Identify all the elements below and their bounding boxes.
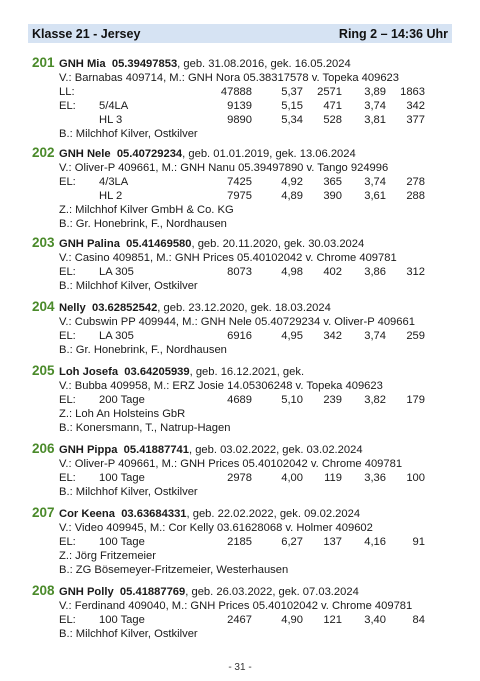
perf-value: 5,37 [281,86,303,98]
registration-number: 05.40729234 [116,148,183,160]
perf-period: LA 305 [99,330,134,342]
perf-period: 100 Tage [99,614,145,626]
entry-headline [32,442,459,457]
animal-name: GNH Palina [59,238,120,250]
perf-value: 7975 [227,190,252,202]
pedigree-line: V.: Ferdinand 409040, M.: GNH Prices 05.40102042 v. Chrome 409781 [59,600,413,612]
birth-calving-info: , geb. 16.12.2021, gek. [189,366,305,378]
perf-value: 137 [323,536,342,548]
perf-type: EL: [59,614,76,626]
birth-calving-info: , geb. 26.03.2022, gek. 07.03.2024 [185,586,359,598]
perf-value: 239 [323,394,342,406]
breeder-owner-line: B.: Milchhof Kilver, Ostkilver [59,128,198,140]
perf-value: 3,74 [364,100,386,112]
registration-number: 05.41887769 [119,586,186,598]
birth-calving-info: , geb. 22.02.2022, gek. 09.02.2024 [186,508,361,520]
perf-value: 4,89 [281,190,303,202]
registration-number: 05.41887741 [123,444,189,456]
catalog-number: 206 [32,441,55,456]
animal-entry [32,506,459,577]
class-header [28,24,452,43]
animal-entry [32,584,459,641]
animal-name: Loh Josefa [59,366,119,378]
animal-name: GNH Pippa [59,444,118,456]
registration-number: 05.41469580 [126,238,192,250]
perf-period: HL 2 [99,190,123,202]
animal-name: GNH Nele [59,148,111,160]
perf-value: 84 [412,614,425,626]
breeder-owner-line: Z.: Loh An Holsteins GbR [59,408,186,420]
ring-time: Ring 2 – 14:36 Uhr [338,26,448,41]
entry-headline [32,364,459,379]
perf-period: 100 Tage [99,472,145,484]
performance-row [32,613,459,627]
animal-entry [32,364,459,435]
performance-row [32,113,459,127]
pedigree-line: V.: Cubswin PP 409944, M.: GNH Nele 05.40729234 v. Oliver-P 409661 [59,316,415,328]
perf-type: LL: [59,86,75,98]
perf-value: 4,16 [364,536,386,548]
performance-row [32,175,459,189]
perf-period: 100 Tage [99,536,145,548]
perf-value: 4,95 [281,330,303,342]
perf-value: 3,82 [364,394,386,406]
perf-value: 6,27 [281,536,303,548]
performance-row [32,471,459,485]
entry-headline [32,236,459,251]
animal-entry [32,56,459,141]
pedigree-line: V.: Casino 409851, M.: GNH Prices 05.40102042 v. Chrome 409781 [59,252,397,264]
registration-number: 03.63684331 [121,508,187,520]
birth-calving-info: , geb. 31.08.2016, gek. 16.05.2024 [177,58,351,70]
perf-value: 402 [323,266,342,278]
perf-value: 4,90 [281,614,303,626]
perf-value: 9139 [227,100,252,112]
perf-value: 278 [406,176,425,188]
catalog-number: 207 [32,505,55,520]
perf-type: EL: [59,472,76,484]
animal-entry [32,236,459,293]
perf-type: EL: [59,330,76,342]
birth-calving-info: , geb. 01.01.2019, gek. 13.06.2024 [182,148,356,160]
animal-name: Nelly [59,302,86,314]
birth-calving-info: , geb. 23.12.2020, gek. 18.03.2024 [157,302,331,314]
perf-value: 4,92 [281,176,303,188]
breeder-owner-line: B.: Gr. Honebrink, F., Nordhausen [59,218,227,230]
registration-number: 03.62852542 [91,302,158,314]
animal-name: Cor Keena [59,508,115,520]
entry-headline [32,506,459,521]
birth-calving-info: , geb. 03.02.2022, gek. 03.02.2024 [188,444,363,456]
perf-value: 6916 [227,330,252,342]
pedigree-line: V.: Barnabas 409714, M.: GNH Nora 05.38317578 v. Topeka 409623 [59,72,400,84]
performance-row [32,329,459,343]
perf-value: 2185 [227,536,252,548]
perf-value: 2571 [317,86,342,98]
perf-value: 100 [406,472,425,484]
breeder-owner-line: Z.: Jörg Fritzemeier [59,550,156,562]
perf-value: 3,74 [364,330,386,342]
perf-value: 5,10 [281,394,303,406]
perf-value: 9890 [227,114,252,126]
breeder-owner-line: B.: Milchhof Kilver, Ostkilver [59,628,198,640]
perf-value: 5,34 [281,114,303,126]
perf-value: 119 [324,472,342,484]
animal-entry [32,300,459,357]
performance-row [32,535,459,549]
entry-headline [32,300,459,315]
perf-value: 259 [406,330,425,342]
perf-value: 342 [406,100,425,112]
entry-headline [32,146,459,161]
catalog-number: 202 [32,145,55,160]
perf-value: 4689 [227,394,252,406]
perf-period: LA 305 [99,266,134,278]
perf-value: 5,15 [281,100,303,112]
entry-headline [32,584,459,599]
animal-name: GNH Polly [59,586,114,598]
perf-value: 91 [412,536,425,548]
perf-value: 528 [323,114,342,126]
performance-row [32,99,459,113]
performance-row [32,265,459,279]
class-title: Klasse 21 - Jersey [32,26,141,41]
pedigree-line: V.: Oliver-P 409661, M.: GNH Nanu 05.39497890 v. Tango 924996 [59,162,389,174]
perf-value: 2978 [227,472,252,484]
catalog-number: 201 [32,55,55,70]
animal-entry [32,442,459,499]
breeder-owner-line: B.: ZG Bösemeyer-Fritzemeier, Westerhausen [59,564,289,576]
breeder-owner-line: B.: Milchhof Kilver, Ostkilver [59,486,198,498]
perf-value: 8073 [227,266,252,278]
pedigree-line: V.: Oliver-P 409661, M.: GNH Prices 05.40102042 v. Chrome 409781 [59,458,403,470]
registration-number: 03.64205939 [124,366,190,378]
perf-value: 3,36 [364,472,386,484]
page-number: - 31 - [228,662,252,673]
perf-value: 365 [323,176,342,188]
perf-value: 312 [406,266,425,278]
perf-value: 3,81 [364,114,386,126]
perf-value: 288 [406,190,425,202]
breeder-owner-line: B.: Konersmann, T., Natrup-Hagen [59,422,231,434]
performance-row [32,85,459,99]
perf-type: EL: [59,266,76,278]
perf-value: 2467 [227,614,252,626]
perf-value: 7425 [227,176,252,188]
animal-entry [32,146,459,231]
catalog-number: 203 [32,235,55,250]
perf-value: 3,74 [364,176,386,188]
perf-value: 3,61 [364,190,386,202]
perf-value: 390 [323,190,342,202]
perf-value: 3,89 [364,86,386,98]
perf-type: EL: [59,176,76,188]
perf-value: 179 [406,394,425,406]
breeder-owner-line: Z.: Milchhof Kilver GmbH & Co. KG [59,204,234,216]
perf-type: EL: [59,394,76,406]
entry-headline [32,56,459,71]
perf-value: 342 [323,330,342,342]
perf-value: 4,98 [281,266,303,278]
catalog-number: 208 [32,583,55,598]
pedigree-line: V.: Bubba 409958, M.: ERZ Josie 14.05306248 v. Topeka 409623 [59,380,383,392]
perf-value: 3,86 [364,266,386,278]
catalog-number: 204 [32,299,55,314]
perf-value: 47888 [220,86,252,98]
performance-row [32,189,459,203]
breeder-owner-line: B.: Milchhof Kilver, Ostkilver [59,280,198,292]
perf-period: 200 Tage [99,394,145,406]
perf-period: HL 3 [99,114,123,126]
pedigree-line: V.: Video 409945, M.: Cor Kelly 03.61628068 v. Holmer 409602 [59,522,373,534]
perf-type: EL: [59,100,76,112]
animal-name: GNH Mia [59,58,106,70]
perf-period: 4/3LA [99,176,129,188]
perf-period: 5/4LA [99,100,129,112]
birth-calving-info: , geb. 20.11.2020, gek. 30.03.2024 [191,238,365,250]
perf-value: 4,00 [281,472,303,484]
catalog-number: 205 [32,363,55,378]
perf-value: 3,40 [364,614,386,626]
perf-value: 1863 [400,86,425,98]
perf-value: 471 [323,100,342,112]
registration-number: 05.39497853 [111,58,178,70]
perf-value: 121 [323,614,342,626]
perf-type: EL: [59,536,76,548]
perf-value: 377 [406,114,425,126]
breeder-owner-line: B.: Gr. Honebrink, F., Nordhausen [59,344,227,356]
performance-row [32,393,459,407]
